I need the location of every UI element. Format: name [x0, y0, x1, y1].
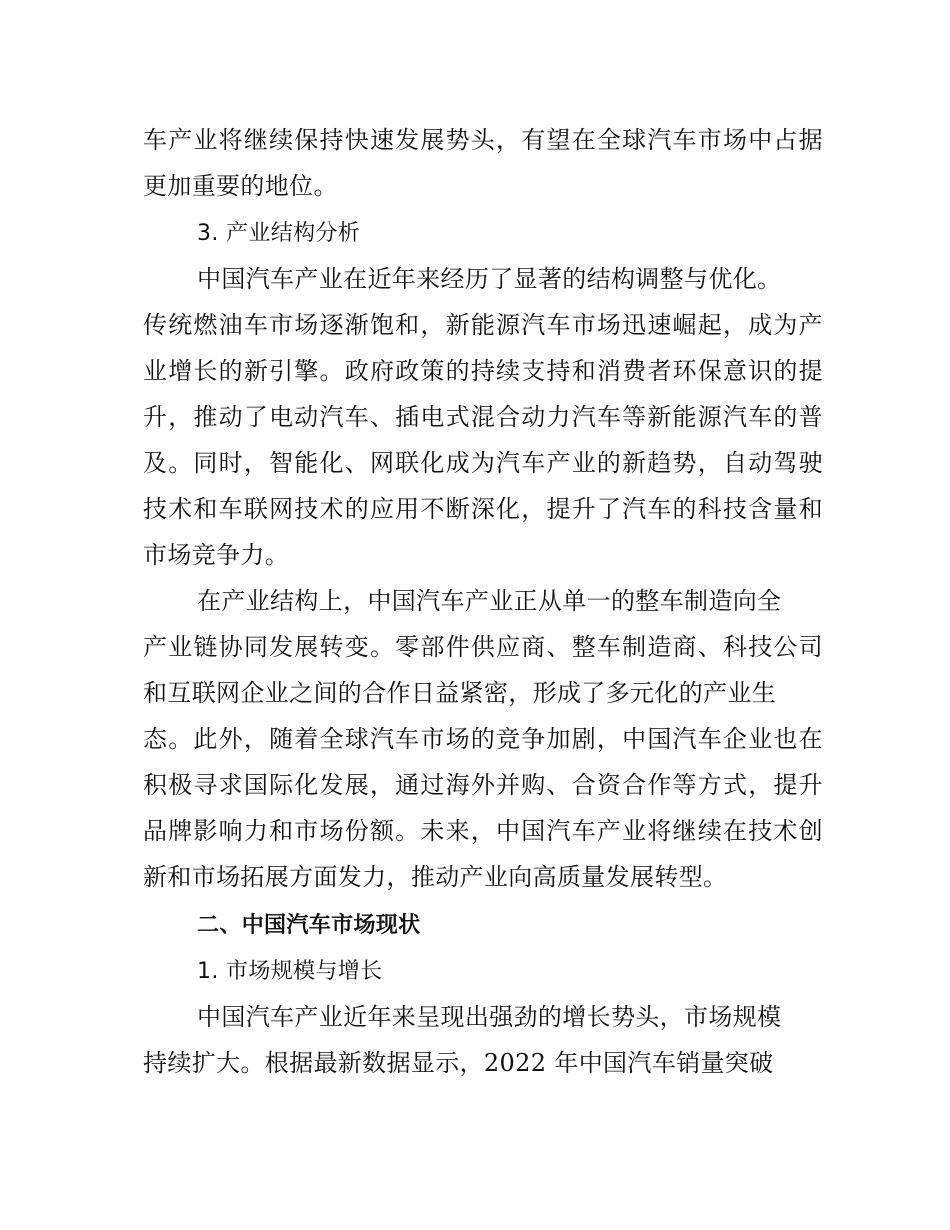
paragraph-line: 持续扩大。根据最新数据显示，2022 年中国汽车销量突破 [143, 1049, 774, 1077]
paragraph-line: 和互联网企业之间的合作日益紧密，形成了多元化的产业生 [143, 679, 777, 707]
paragraph-line: 新和市场拓展方面发力，推动产业向高质量发展转型。 [143, 863, 728, 891]
paragraph-line: 品牌影响力和市场份额。未来，中国汽车产业将继续在技术创 [143, 817, 823, 845]
paragraph-line: 中国汽车产业近年来呈现出强劲的增长势头，市场规模 [197, 1003, 782, 1031]
paragraph-line: 车产业将继续保持快速发展势头，有望在全球汽车市场中占据 [143, 126, 823, 154]
paragraph-line: 积极寻求国际化发展，通过海外并购、合资合作等方式，提升 [143, 771, 823, 799]
paragraph-line: 市场竞争力。 [143, 541, 290, 569]
paragraph-line: 中国汽车产业在近年来经历了显著的结构调整与优化。 [197, 265, 782, 293]
paragraph-line: 及。同时，智能化、网联化成为汽车产业的新趋势，自动驾驶 [143, 449, 823, 477]
paragraph-line: 升，推动了电动汽车、插电式混合动力汽车等新能源汽车的普 [143, 403, 823, 431]
paragraph-line: 在产业结构上，中国汽车产业正从单一的整车制造向全 [197, 587, 782, 615]
paragraph-line: 产业链协同发展转变。零部件供应商、整车制造商、科技公司 [143, 633, 823, 661]
paragraph-line: 态。此外，随着全球汽车市场的竞争加剧，中国汽车企业也在 [143, 725, 823, 753]
paragraph-line: 技术和车联网技术的应用不断深化，提升了汽车的科技含量和 [143, 495, 823, 523]
paragraph-line: 更加重要的地位。 [143, 172, 338, 200]
paragraph-line: 传统燃油车市场逐渐饱和，新能源汽车市场迅速崛起，成为产 [143, 311, 823, 339]
paragraph-line: 业增长的新引擎。政府政策的持续支持和消费者环保意识的提 [143, 357, 823, 385]
section-heading: 3. 产业结构分析 [197, 221, 361, 246]
subsection-heading: 1. 市场规模与增长 [197, 959, 383, 984]
section-heading: 二、中国汽车市场现状 [197, 913, 421, 938]
